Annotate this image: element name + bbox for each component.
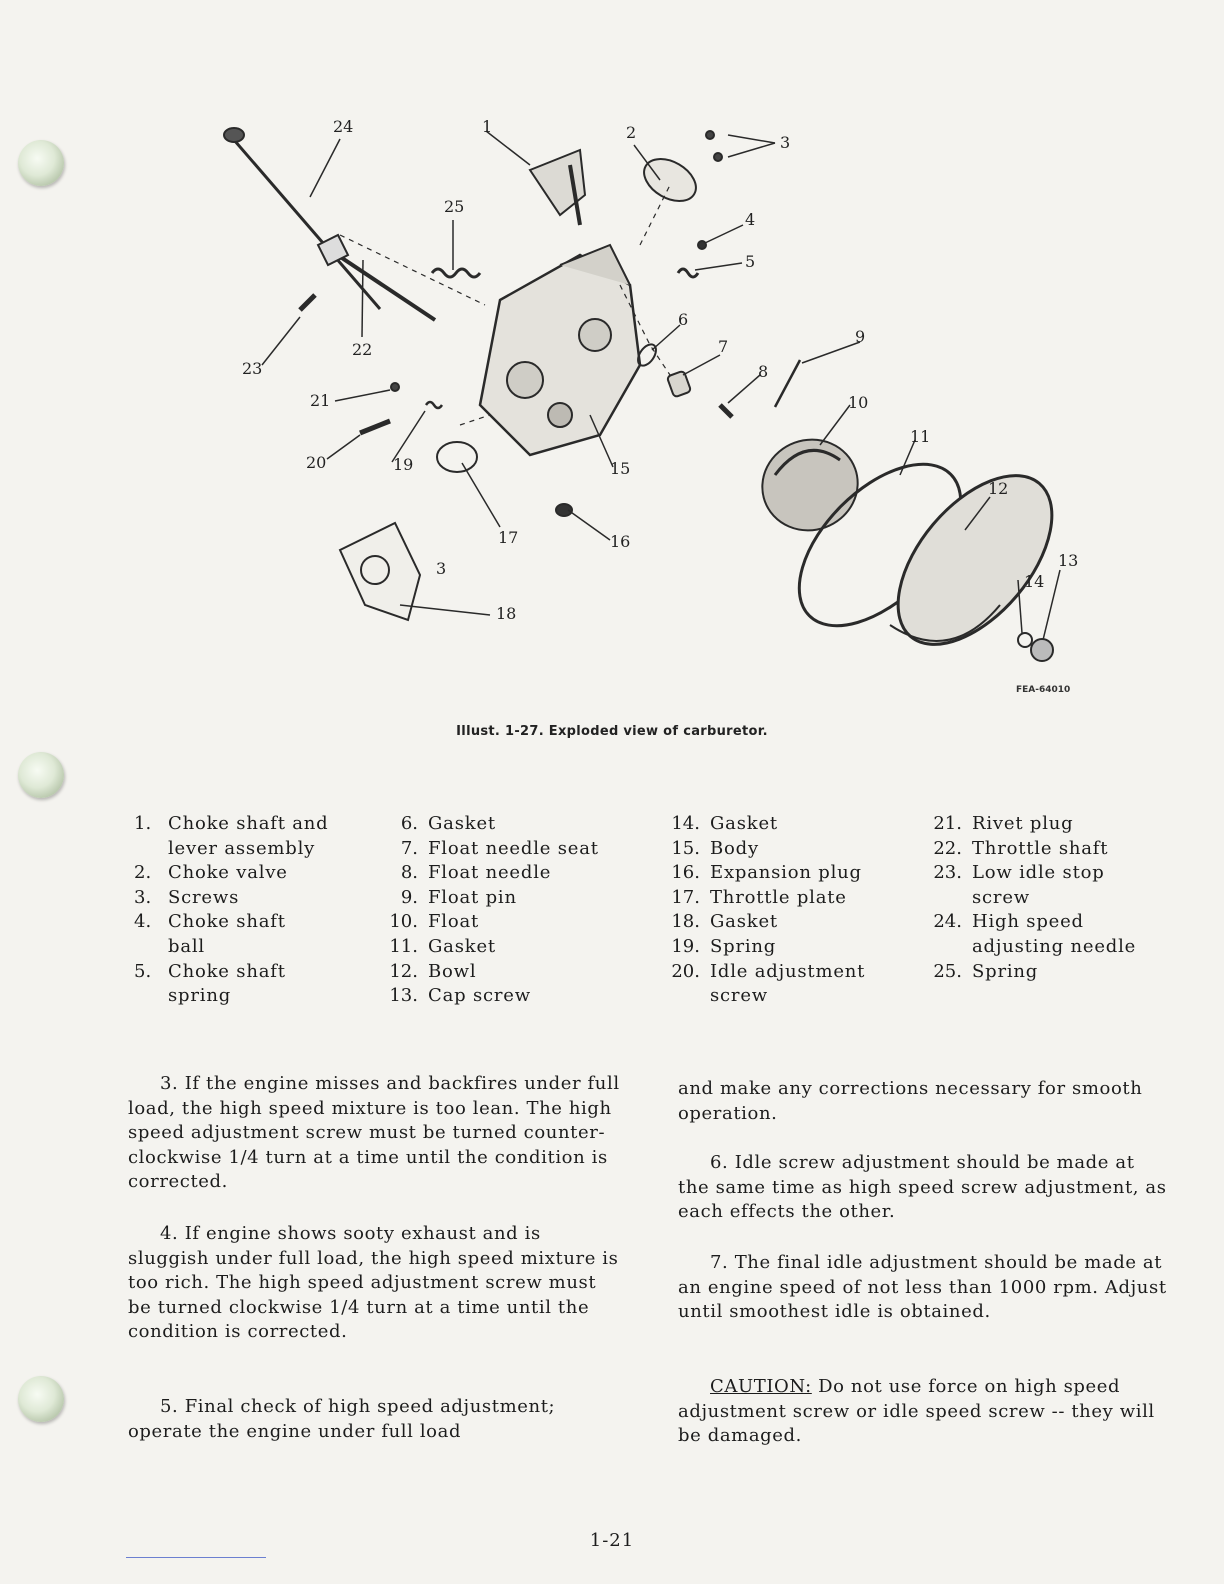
figure-caption: Illust. 1-27. Exploded view of carburetor.	[456, 724, 768, 739]
part-item	[660, 812, 910, 837]
callout-3-top: 3	[780, 133, 791, 152]
part-name: Gasket	[710, 813, 778, 834]
callout-19: 19	[393, 455, 414, 474]
paragraph-7: 7. The final idle adjustment should be made at an engine speed of not less than 1000 rpm. Adjust until smoothest idle is obtained.	[678, 1252, 1167, 1323]
part-name: Throttle shaft	[972, 837, 1109, 859]
part-number: 13.	[389, 985, 418, 1007]
part-name: Idle adjustment screw	[710, 960, 866, 1007]
part-name: Choke valve	[168, 862, 288, 884]
callout-3-bottom: 3	[436, 559, 447, 578]
part-name: Spring	[972, 960, 1039, 982]
part-number: 22.	[933, 837, 962, 859]
parts-list-column-2	[386, 812, 636, 1009]
part-item	[386, 812, 636, 837]
callout-1: 1	[482, 117, 493, 136]
part-number: 12.	[389, 960, 418, 982]
parts-list-column-1	[134, 812, 364, 1009]
callout-11: 11	[910, 427, 931, 446]
part-number: 23.	[933, 862, 962, 884]
part-number: 5.	[134, 960, 152, 982]
parts-list-column-4	[920, 812, 1160, 984]
callout-15: 15	[610, 459, 631, 478]
part-name: Float pin	[428, 886, 517, 908]
part-number: 24.	[933, 911, 962, 933]
part-item	[386, 886, 636, 911]
part-name: Float needle	[428, 862, 552, 884]
footer-rule	[126, 1557, 266, 1558]
part-name: Spring	[710, 935, 777, 957]
part-number: 20.	[671, 960, 700, 982]
callout-24: 24	[333, 117, 354, 136]
callout-25: 25	[444, 197, 465, 216]
hole-punch-top	[18, 140, 64, 186]
part-number: 21.	[933, 813, 962, 834]
paragraph-3: 3. If the engine misses and backfires under full load, the high speed mixture is too lean. The high speed adjustment screw must be turned counter-clockwise 1/4 turn at a time until the condition is corrected.	[128, 1073, 620, 1193]
part-name: Gasket	[428, 935, 496, 957]
part-item	[134, 960, 364, 1009]
callout-17: 17	[498, 528, 519, 547]
part-number: 8.	[400, 862, 418, 884]
paragraph-4: 4. If engine shows sooty exhaust and is sluggish under full load, the high speed mixture is too rich. The high speed adjustment screw must be turned clockwise 1/4 turn at a time until the condition is corrected.	[128, 1223, 619, 1343]
part-name: Choke shaft spring	[168, 960, 286, 1007]
part-name: Body	[710, 837, 759, 859]
callout-7: 7	[718, 337, 729, 356]
part-item	[920, 861, 1160, 910]
part-name: Gasket	[428, 813, 496, 834]
callout-8: 8	[758, 362, 769, 381]
part-item	[134, 886, 364, 911]
parts-list-column-3	[660, 812, 910, 1009]
part-item	[134, 812, 364, 861]
part-number: 1.	[134, 813, 152, 834]
callout-10: 10	[848, 393, 869, 412]
callout-13: 13	[1058, 551, 1079, 570]
part-number: 18.	[671, 911, 700, 933]
part-item	[660, 935, 910, 960]
part-name: Choke shaft and lever assembly	[168, 813, 329, 859]
part-item	[660, 837, 910, 862]
part-number: 6.	[400, 813, 418, 834]
caution-note	[678, 1375, 1168, 1449]
part-name: Float needle seat	[428, 837, 599, 859]
paragraph-5-continued: and make any corrections necessary for smooth operation.	[678, 1078, 1143, 1124]
part-item	[660, 886, 910, 911]
paragraph-6: 6. Idle screw adjustment should be made at the same time as high speed screw adjustment, as each effects the other.	[678, 1152, 1167, 1223]
part-item	[920, 960, 1160, 985]
part-number: 16.	[671, 862, 700, 884]
part-item	[660, 910, 910, 935]
hole-punch-middle	[18, 752, 64, 798]
figure-code: FEA-64010	[1016, 685, 1071, 695]
part-number: 7.	[400, 837, 418, 859]
callout-23: 23	[242, 359, 263, 378]
part-item	[386, 861, 636, 886]
carburetor-drawing	[200, 105, 1100, 705]
callout-14: 14	[1024, 572, 1045, 591]
callout-12: 12	[988, 479, 1009, 498]
part-item	[134, 910, 364, 959]
hole-punch-bottom	[18, 1376, 64, 1422]
part-item	[386, 935, 636, 960]
part-number: 14.	[671, 813, 700, 834]
part-name: Cap screw	[428, 985, 531, 1007]
part-name: Rivet plug	[972, 813, 1074, 834]
caution-text: Do not use force on high speed adjustment screw or idle speed screw -- they will be damaged.	[678, 1376, 1155, 1447]
part-name: Gasket	[710, 911, 778, 933]
part-name: Expansion plug	[710, 862, 862, 884]
part-item	[386, 910, 636, 935]
part-name: Choke shaft ball	[168, 911, 286, 957]
part-item	[660, 960, 910, 1009]
part-item	[386, 837, 636, 862]
callout-21: 21	[310, 391, 331, 410]
paragraph-5: 5. Final check of high speed adjustment; operate the engine under full load	[128, 1396, 556, 1442]
part-item	[660, 861, 910, 886]
part-name: Screws	[168, 886, 240, 908]
caution-label: CAUTION:	[710, 1376, 812, 1397]
part-number: 3.	[134, 886, 152, 908]
callout-5: 5	[745, 252, 756, 271]
callout-9: 9	[855, 327, 866, 346]
part-number: 25.	[933, 960, 962, 982]
part-name: Float	[428, 911, 480, 933]
part-item	[386, 984, 636, 1009]
part-number: 19.	[671, 935, 700, 957]
part-name: High speed adjusting needle	[972, 911, 1137, 957]
part-item	[386, 960, 636, 985]
part-number: 11.	[389, 935, 418, 957]
part-number: 10.	[389, 911, 418, 933]
part-name: Low idle stop screw	[972, 862, 1105, 908]
part-item	[920, 812, 1160, 837]
part-item	[134, 861, 364, 886]
callout-16: 16	[610, 532, 631, 551]
callout-6: 6	[678, 310, 689, 329]
page-number: 1-21	[589, 1530, 635, 1551]
part-item	[920, 910, 1160, 959]
part-name: Bowl	[428, 960, 477, 982]
part-item	[920, 837, 1160, 862]
callout-20: 20	[306, 453, 327, 472]
carburetor-exploded-view	[200, 105, 1100, 705]
part-number: 2.	[134, 862, 152, 884]
callout-2: 2	[626, 123, 637, 142]
callout-4: 4	[745, 210, 756, 229]
part-number: 17.	[671, 886, 700, 908]
part-number: 9.	[400, 886, 418, 908]
part-name: Throttle plate	[710, 886, 847, 908]
callout-22: 22	[352, 340, 373, 359]
part-number: 4.	[134, 911, 152, 933]
part-number: 15.	[671, 837, 700, 859]
callout-18: 18	[496, 604, 517, 623]
